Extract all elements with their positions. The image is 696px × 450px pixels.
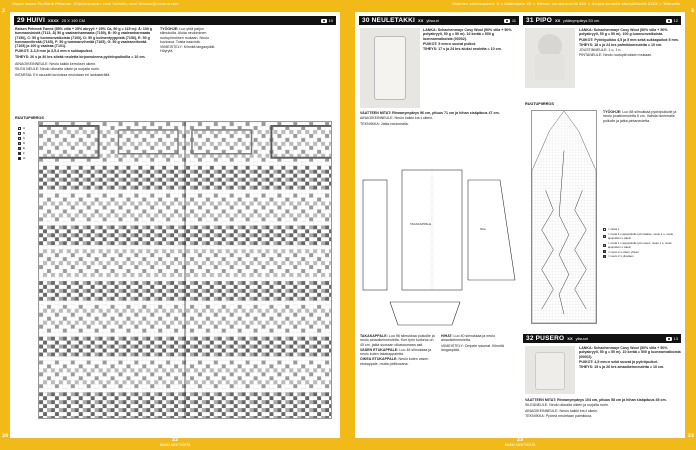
p32-silea: SILEÄNEULE: Neulo oikealta oikein ja nurjalta nurin. [525, 403, 609, 408]
p29-chart-heading: RUUTUPIIRROS [15, 116, 44, 120]
p31-pintaneule: PINTANEULE: Neulo ruutupiirroksen mukaan. [579, 53, 653, 58]
p30-schematic [360, 140, 520, 330]
p30-size: ylisuuri [426, 18, 439, 23]
p32-tiheys: TIHEYS: 15 s ja 26 krs ainaoikeinneuletta = 10 cm. [579, 365, 665, 370]
p29-tiheys: TIHEYS: 26 s ja 30 krs sileää neuletta kirjoneuleena pyörönpuikoilla = 10 cm. [15, 54, 146, 59]
right-footer-mag: KAIKKI KÄSITYÖSTÄ [504, 443, 536, 447]
legend-item: D [18, 141, 33, 146]
p32-size: ylisuuri [575, 336, 589, 341]
p31-tyoohje-title: TYÖOHJE: [603, 110, 622, 114]
p30-puikot: PUIKOT: 5 mm:n suorat puikot. [423, 41, 476, 46]
p29-knitting-chart [38, 121, 332, 419]
right-edge-strip [685, 0, 696, 450]
p29-page-number: 10 [328, 18, 333, 23]
left-edge-strip [0, 0, 10, 450]
p32-tekniikka: TEKNIIKKA: Pyöreä neuletaan palmikkoa. [525, 413, 593, 418]
p31-difficulty: XX [554, 18, 561, 23]
p32-lanka: LANKA: Schachenmayr Cosy Wool (50% villa + 50% polyakryyli, 50 g = 50 m). 10 kerää = 500 g luonnonvalkoista (00002). [579, 346, 681, 359]
p29-silea: SILEÄ NEULE: Neulo oikealta oikein ja nurjalta nurin. [15, 67, 100, 72]
p32-measurements [525, 398, 681, 419]
p30-body-col2: HIHAT: Luo 40 silmukkaa ja neulo ainaoikeinneuletta. VIIMEISTELY: Ompele saumat. Kiinnitä langanpäät. [441, 334, 519, 353]
p29-title: 29 HUIVI [17, 17, 45, 24]
p30-viimeistely: VIIMEISTELY: Ompele saumat. Kiinnitä langanpäät. [441, 343, 504, 352]
left-footer-page: 22 [171, 438, 179, 443]
p30-lanka: LANKA: Schachenmayr Cosy Wool (50% villa + 50% polyakryyli, 50 g = 50 m). 10 kerää = 500 g luonnonvalkoista (00002). [423, 28, 512, 41]
legend-item: = nosta 1 s apupuikolle työn eteen, neulo 1 o, neulo apupuikon s oikein [603, 241, 681, 250]
legend-item: E [18, 146, 33, 151]
p32-puikot: PUIKOT: 4,5 mm:n sekä suorat ja pyöröpuikot. [579, 359, 658, 364]
legend-item: G [18, 156, 33, 161]
p29-ainaoikein: AINAOIKEINNEULE: Neulo kaikki kerrokset oikein. [15, 62, 97, 67]
p32-materials [579, 346, 681, 370]
p30-photo [360, 28, 420, 108]
legend-item: = nosta 1 s apupuikolle työn taakse, neulo 1 o, neulo apupuikon s oikein [603, 232, 681, 241]
p30-measurements [360, 111, 520, 127]
p31-instructions: TYÖOHJE: Luo 88 silmukkaa pyöröpuikolle ja neulo joustinneuletta 6 cm. Vaihda isommalle puikolle ja jatka pintaneuletta. [603, 110, 677, 123]
legend-item: B [18, 131, 33, 136]
p29-lanka: Raisen Pehmeä Tweed (55% villa + 25% akryyli + 25% Ca, 50 g = 115 m): Ä: 100 g tummansinistä (7113, Ä) 50 g vaaleanharmaata (7150), B: 50 g vaaleanharmaata (7150), C: 50 g luonnonvalkoista (7100), D: 50 g kolmentyyppistä (7150), E: 50 g tummanvihreää (7165), F: 50 g tummanvihreää (7165), G: 50 g vaaleanvihreää (7165) ja 100 g vaaleaa (T101). [15, 27, 153, 49]
p31-page-ref: 12 [666, 18, 678, 23]
p30-vasen-title: VASEN ETUKAPPALE: [360, 347, 399, 352]
p30-tekniikka: TEKNIIKKA: Jatka neulomalla. [360, 121, 409, 126]
left-footer [145, 438, 205, 447]
folio-left-bottom: 20 [2, 434, 9, 439]
p30-body-col1: TAKAKAPPALE: Luo 96 silmukkaa puikoille ja neulo ainaoikeinneuletta. Kun työn korkeus on 45 cm, jatka suoraan olkasaumaan asti. VASEN ETUKAPPALE: Luo 48 silmukkaa ja neulo kuten takakappaletta. OIKEA ETUKAPPALE: Neulo kuten vasen etukappale, mutta peilikuvana. [360, 334, 435, 366]
p29-page-ref [321, 18, 333, 23]
legend-item: = neulo 2 s ylivetäen [603, 254, 681, 259]
p30-title-bar [359, 16, 519, 25]
p32-ainaoikein: AINAOIKEINNEULE: Neulo kaikki krs:t oikein. [525, 408, 599, 413]
right-footer [490, 438, 550, 447]
p31-knitting-chart [531, 110, 597, 324]
p31-size: päänympärys 53 cm [563, 18, 600, 23]
p30-tiheys: TIHEYS: 17 s ja 24 krs aluksi neuletta = 10 cm. [423, 47, 502, 52]
p30-hihat-title: HIHAT: [441, 334, 453, 338]
legend-item: C [18, 136, 33, 141]
camera-icon [666, 19, 672, 23]
p29-title-bar [14, 16, 336, 25]
p29-puikot: PUIKOT: 3-3,5 mm ja 3,5-4 mm:n sukkapuikot. [15, 49, 93, 54]
folio-right-top: 3 [690, 9, 694, 14]
p31-puikot: PUIKOT: Pyöröpuikko 4,5 ja 5 mm sekä sukkapuikot 5 mm. [579, 37, 679, 42]
p31-materials [579, 28, 683, 59]
p29-size: 25 X 190 CM [61, 18, 86, 23]
p29-intarsia: INTARSIA: Eri osuudet kuvioissa neulotaan eri lankakerällä. [15, 72, 111, 77]
p30-oikea-title: OIKEA ETUKAPPALE: [360, 357, 398, 362]
p32-difficulty: XX [567, 336, 573, 341]
camera-icon [666, 337, 672, 341]
p31-lanka: LANKA: Schachenmayr Cosy Wool (50% villa + 50% polyakryyli, 50 g = 50 m). 100 g luonnonvalkoista. [579, 28, 668, 37]
camera-icon [321, 19, 327, 23]
p31-chart-heading: RUUTUPIIRROS [525, 102, 554, 106]
p29-legend [18, 126, 33, 161]
p29-instructions [160, 27, 218, 55]
p31-title: 31 PIPO [526, 17, 552, 24]
legend-item: = neulo 2 s oikein yhteen [603, 250, 681, 255]
p32-vaatteen: VAATTEEN MITAT: Rinnanympärys 104 cm, pituus 58 cm ja hihan sisäpituus 45 cm. [525, 398, 667, 402]
camera-icon [504, 19, 510, 23]
p30-takakappale-title: TAKAKAPPALE: [360, 334, 388, 338]
p32-page-ref: 13 [666, 336, 678, 341]
left-footer-mag: KAIKKI KÄSITYÖSTÄ [159, 443, 191, 447]
p30-page-ref: 11 [504, 18, 516, 23]
p31-tiheys: TIHEYS: 18 s ja 24 krs palmikkoneuletta = 10 cm. [579, 42, 663, 47]
running-head-left: Ohjeet kokosi Pia-Maria Pelkonen. Ohjelmistoinen: rami Valmela, rami Valmela@ravama.com [12, 2, 179, 6]
p30-materials [423, 28, 519, 52]
p29-tyoohje-title: TYÖOHJE: [160, 27, 179, 31]
p31-title-bar [523, 16, 681, 25]
legend-item: F [18, 151, 33, 156]
p30-vaatteen: VAATTEEN MITAT: Rinnanympärys 96 cm, pituus 71 cm ja hihan sisäpituus 47 cm. [360, 111, 500, 115]
p29-materials [15, 27, 155, 78]
right-page [355, 12, 685, 447]
p30-difficulty: XX [418, 18, 424, 23]
folio-right-bottom: 23 [687, 434, 694, 439]
p32-title: 32 PUSERO [526, 335, 565, 342]
left-page [10, 12, 340, 447]
p29-tyoohje: Luo yhtä paljon silmukoita. Aloita neulominen ruutupiirroksen mukaan. Neulo kuviossa. Toista kaaviota. [160, 27, 209, 44]
p30-title: 30 NEULETAKKI [362, 17, 416, 24]
p31-joustinneule: JOUSTINNEULE: 1 o, 1 n. [579, 48, 622, 53]
legend-item: = oikea s [603, 227, 681, 232]
p30-schema-label-back: TAKAKAPPALE [410, 222, 432, 226]
p31-legend [603, 227, 681, 259]
p32-photo [525, 346, 575, 394]
running-head-right: Ohjeiden vaikeusasteet: X = Aloittelijalle XX = Hieman harrastuneelle XXX = Harjaantuneelle käsityöläiselle XXXX = Taitavalle [452, 2, 680, 6]
p30-ainaoikein: AINAOIKEINNEULE: Neulo kaikki krs:t oikein. [360, 116, 434, 121]
folio-left-top: 2 [2, 9, 6, 14]
right-footer-page: 23 [516, 438, 524, 443]
page-gutter [340, 0, 355, 450]
p30-schema-label-sleeve: hiha [480, 227, 486, 231]
p32-title-bar [523, 334, 681, 343]
p29-difficulty: XXXX [47, 18, 59, 23]
legend-item: A [18, 126, 33, 131]
p29-viimeistely: VIIMEISTELY: Kiinnitä langanpäät. Höyrytä. [160, 45, 216, 54]
p31-photo [525, 28, 575, 88]
